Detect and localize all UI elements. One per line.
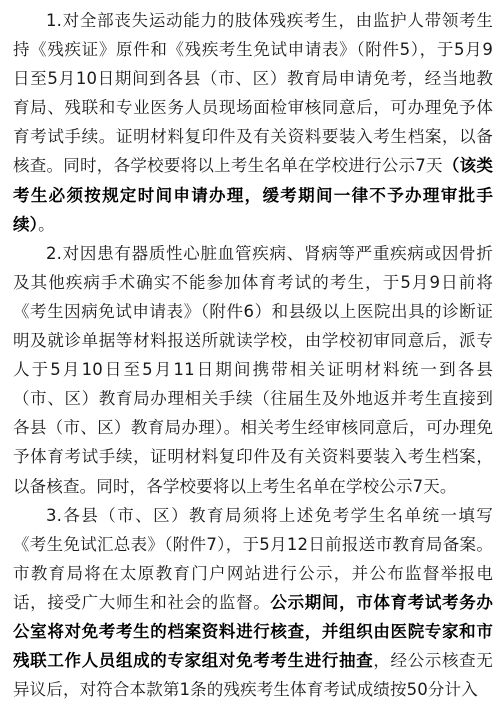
bold-note: （该类考生必须按规定时间申请办理，缓考期间一律不予办理审批手续） (13, 156, 494, 234)
paragraph-item-3 (13, 501, 493, 704)
text-span: 2.对因患有器质性心脏血管疾病、肾病等严重疾病或因骨折及其他疾病手术确实不能参加体育考试的考生，于5月9日前将《考生因病免试申请表》（附件6）和县级以上医院出具的诊断证明及就诊单据等材料报送所就读学校，由学校初审同意后，派专人于5月10日至5月11日期间携带相关证明材料统一到各县（市、区）教育局办理相关手续（往届生及外地返并考生直接到各县（市、区）教育局办理）。相关考生经审核同意后，可办理免予体育考试手续，证明材料复印件及有关资料要装入考生档案，以备核查。同时，各学校要将以上考生名单在学校公示7天。 (13, 243, 493, 496)
paragraph-item-2 (13, 239, 493, 501)
paragraph-item-1 (13, 6, 493, 239)
text-span: 3.各县（市、区）教育局须将上述免考学生名单统一填写《考生免试汇总表》（附件7），于5月12日前报送市教育局备案。市教育局将在太原教育门户网站进行公示，并公布监督举报电话，接受广大师生和社会的监督。 (13, 505, 493, 612)
text-span: 。 (38, 214, 55, 234)
text-span: ，经公示核查无异议后，对符合本款第1条的残疾考生体育考试成绩按50分计入 (13, 651, 493, 700)
text-span: 1.对全部丧失运动能力的肢体残疾考生，由监护人带领考生持《残疾证》原件和《残疾考生免试申请表》（附件5），于5月9日至5月10日期间到各县（市、区）教育局申请免考，经当地教育局、残联和专业医务人员现场面检审核同意后，可办理免予体育考试手续。证明材料复印件及有关资料要装入考生档案，以备核查。同时，各学校要将以上考生名单在学校进行公示7天 (13, 11, 493, 176)
bold-note: 公示期间，市体育考试考务办公室将对免考考生的档案资料进行核查，并组织由医院专家和市残联工作人员组成的专家组对免考考生进行抽查 (13, 592, 494, 671)
